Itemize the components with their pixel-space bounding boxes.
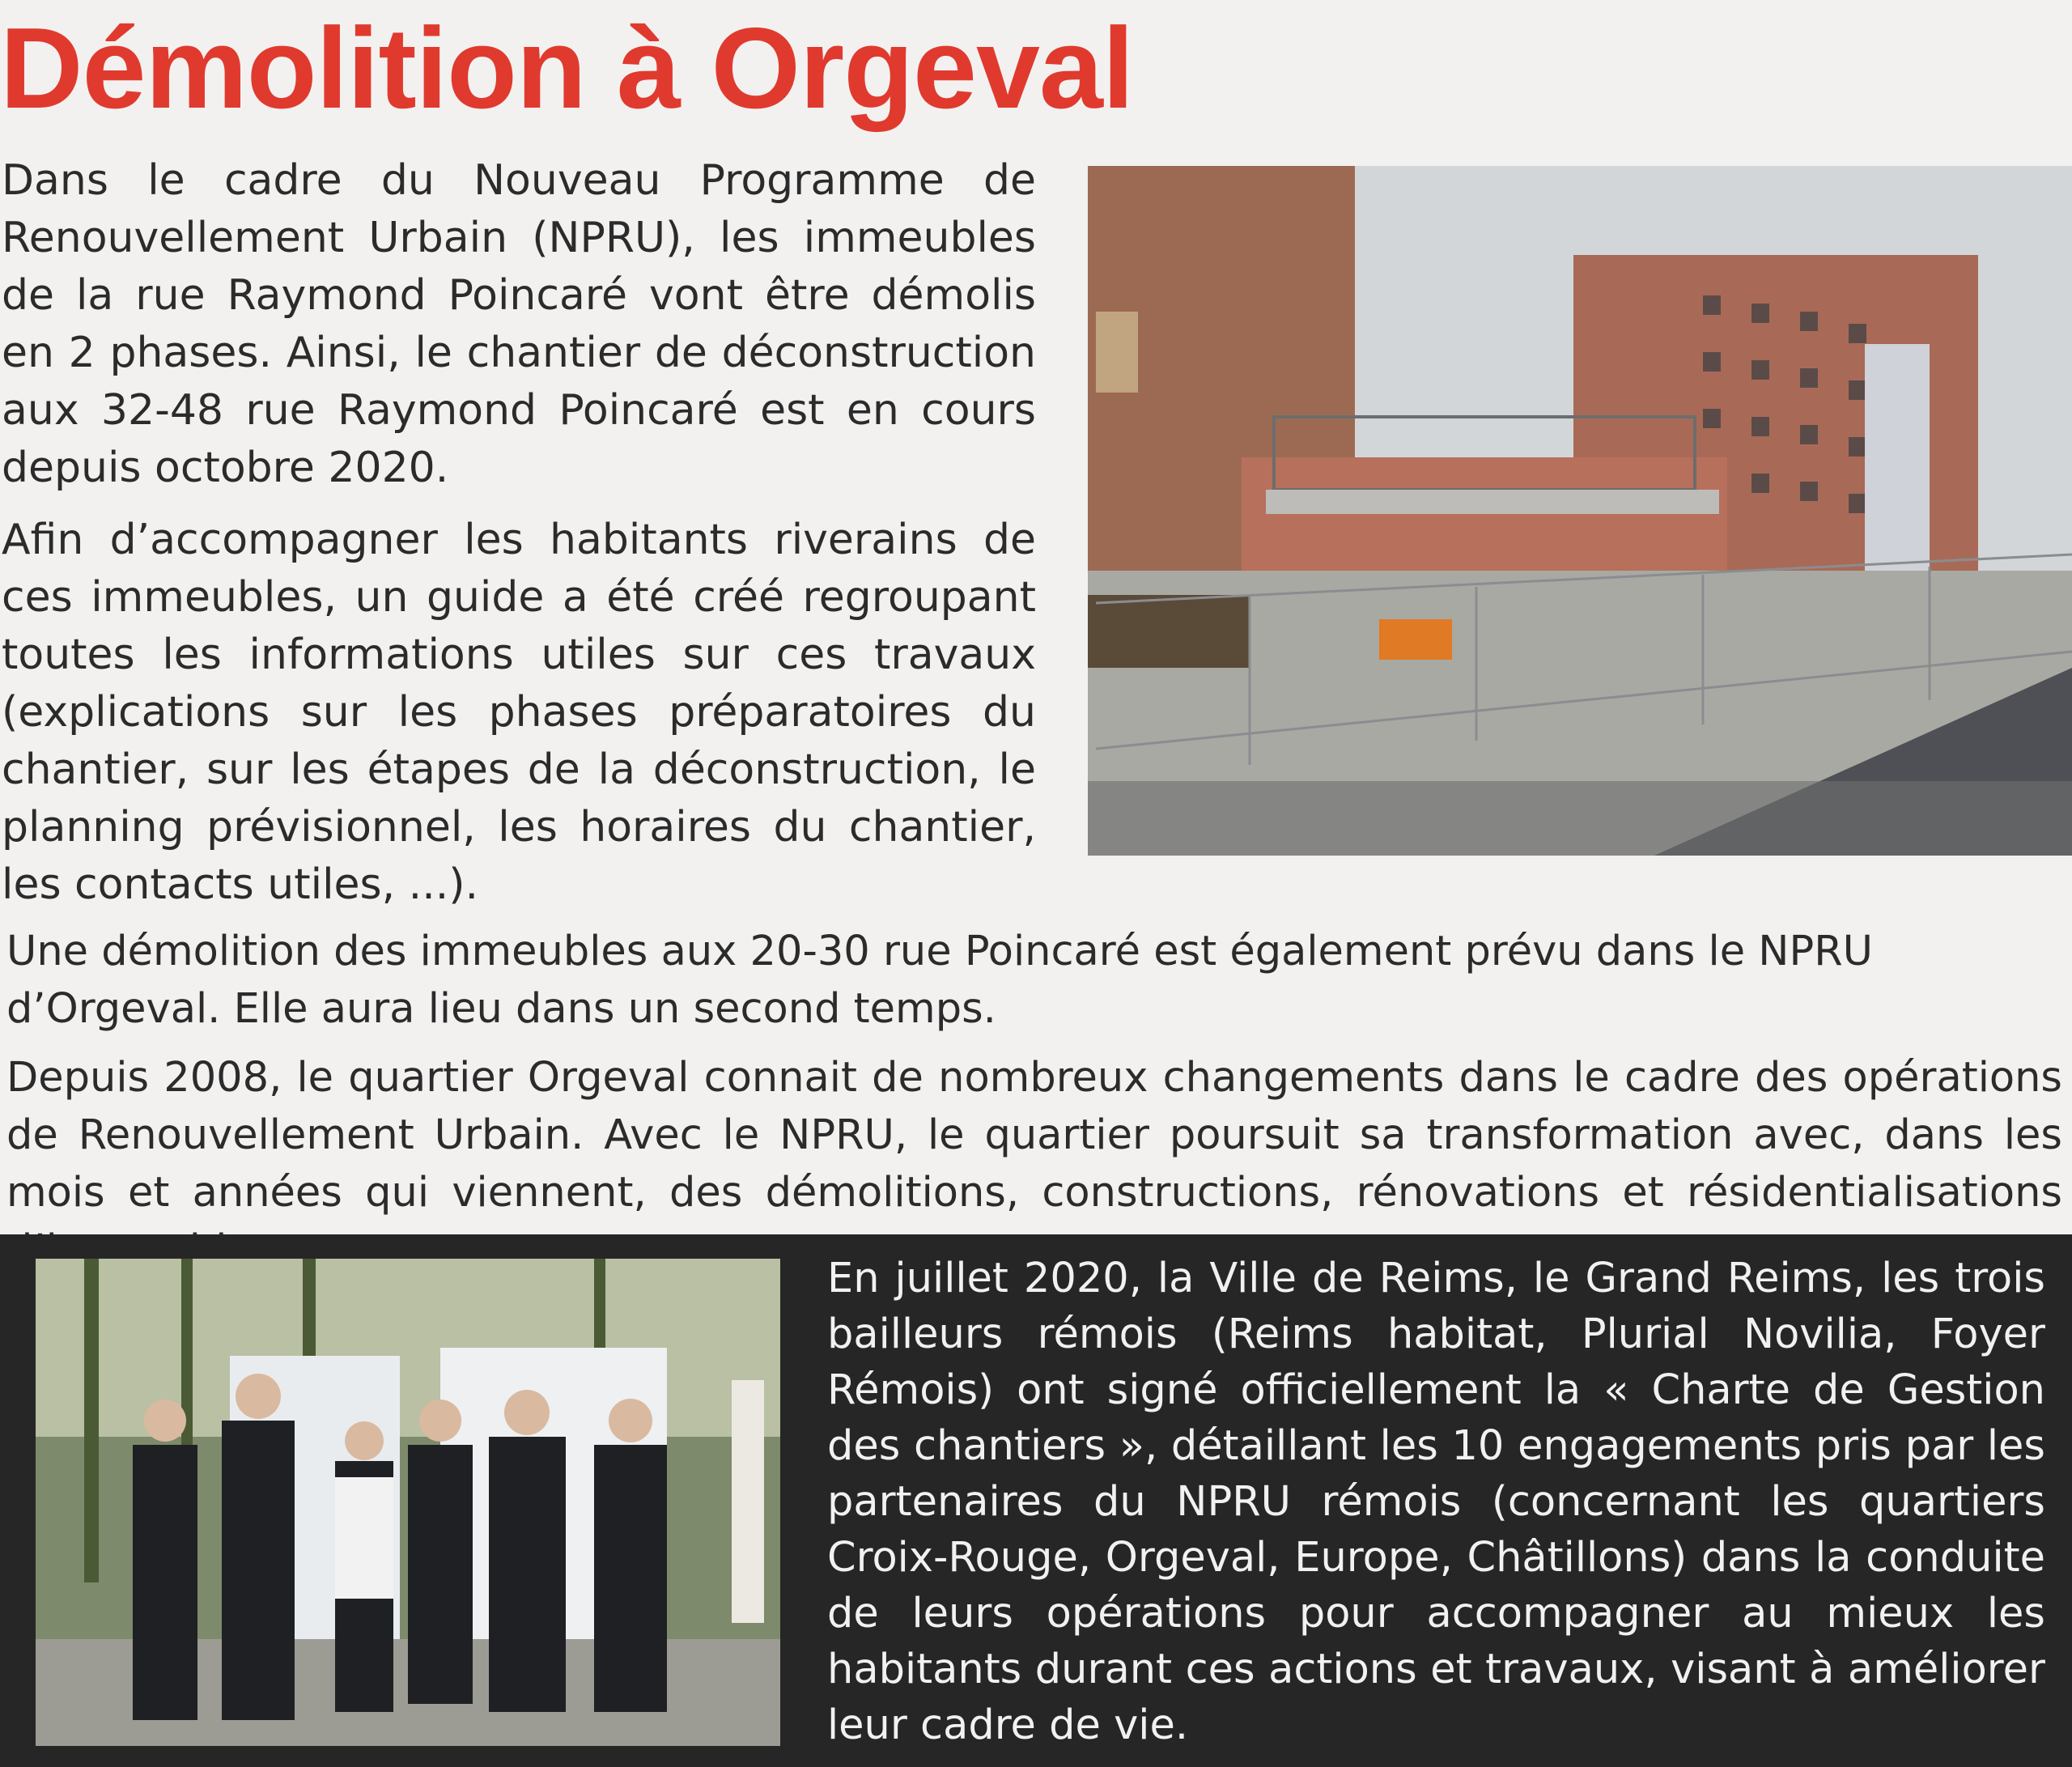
demolition-site-photo — [1088, 166, 2072, 856]
history-paragraph: Depuis 2008, le quartier Orgeval connait de nombreux changements dans le cadre des opérations de Renouvellement Urbain. Avec le NPRU, le quartier poursuit sa transformation avec, dans les mois et années qui viennent, des démolitions, constructions, rénovations et résidentialisations — [6, 1054, 2062, 1217]
article-title: Démolition à Orgeval — [0, 4, 1134, 133]
charter-signing-photo — [36, 1259, 780, 1746]
charter-paragraph: En juillet 2020, la Ville de Reims, le Grand Reims, les trois bailleurs rémois (Reims habitat, Plurial Novilia, Foyer Rémois) ont signé officiellement la « Charte de Gestion des chantiers », détaillant les 10 engagements pris par les partenaires du NPRU rémois (concernant les quartiers Croix-Rouge, Orgeval, Europe, Châtillons) dans la conduite de leurs opérations pour accompagner au mieux les habitants durant ces actions et travaux, visant à améliorer leur cadre de vie. — [827, 1255, 2045, 1749]
intro-paragraph: Dans le cadre du Nouveau Programme de Renouvellement Urbain (NPRU), les immeubles de la rue Raymond Poincaré vont être démolis en 2 phases. Ainsi, le chantier de déconstruction aux 32-48 rue Raymond Poincaré est en cours depuis octobre 2020. — [2, 156, 1036, 492]
guide-paragraph: Afin d’accompagner les habitants riverains de ces immeubles, un guide a été créé regroupant toutes les informations utiles sur ces travaux (explications sur les phases préparatoires du chantier, sur les étapes de la déconstruction, le planning prévisionnel, les horaires du chantier, les contacts utiles, ...). — [2, 516, 1036, 909]
second-phase-paragraph: Une démolition des immeubles aux 20-30 rue Poincaré est également prévu dans le NPRU d’Orgeval. Elle aura lieu dans un second temps. — [6, 928, 1873, 1033]
